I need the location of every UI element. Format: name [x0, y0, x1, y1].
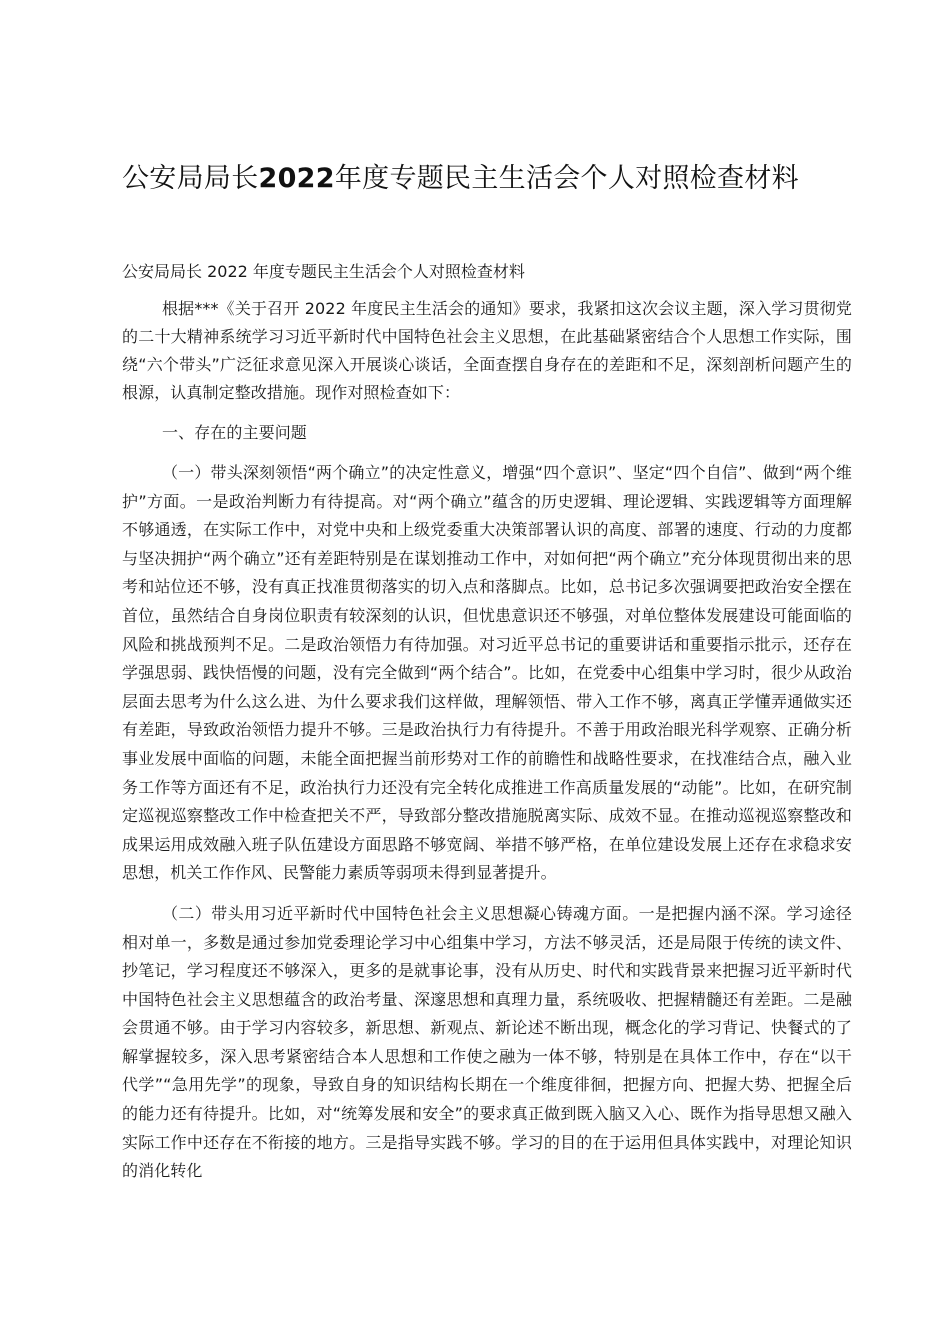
paragraph-item-2: （二）带头用习近平新时代中国特色社会主义思想凝心铸魂方面。一是把握内涵不深。学习途径相对单一，多数是通过参加党委理论学习中心组集中学习，方法不够灵活，还是局限于传统的读文件、抄笔记，学习程度还不够深入，更多的是就事论事，没有从历史、时代和实践背景来把握习近平新时代中国特色社会主义思想蕴含的政治考量、深邃思想和真理力量，系统吸收、把握精髓还有差距。二是融会贯通不够。由于学习内容较多，新思想、新观点、新论述不断出现，概念化的学习背记、快餐式的了解掌握较多，深入思考紧密结合本人思想和工作使之融为一体不够，特别是在具体工作中，存在“以干代学”“急用先学”的现象，导致自身的知识结构长期在一个维度徘徊，把握方向、把握大势、把握全后的能力还有待提升。比如，对“统筹发展和安全”的要求真正做到既入脑又入心、既作为指导思想又融入实际工作中还存在不衔接的地方。三是指导实践不够。学习的目的在于运用但具体实践中，对理论知识的消化转化 — [122, 903, 852, 1181]
document-body — [122, 295, 852, 1198]
title-year: 2022 — [258, 163, 335, 194]
title-prefix: 公安局局长 — [122, 163, 259, 194]
title-suffix: 年度专题民主生活会个人对照检查材料 — [334, 163, 799, 194]
document-subtitle: 公安局局长 2022 年度专题民主生活会个人对照检查材料 — [122, 262, 525, 281]
section-heading: 一、存在的主要问题 — [162, 423, 307, 442]
document-title — [122, 152, 832, 206]
paragraph-intro: 根据***《关于召开 2022 年度民主生活会的通知》要求，我紧扣这次会议主题，深入学习贯彻党的二十大精神系统学习习近平新时代中国特色社会主义思想，在此基础紧密结合个人思想工作实际，围绕“六个带头”广泛征求意见深入开展谈心谈话，全面查摆自身存在的差距和不足，深刻剖析问题产生的根源，认真制定整改措施。现作对照检查如下： — [122, 299, 852, 402]
title-block — [122, 152, 832, 206]
paragraph-item-1: （一）带头深刻领悟“两个确立”的决定性意义，增强“四个意识”、坚定“四个自信”、做到“两个维护”方面。一是政治判断力有待提高。对“两个确立”蕴含的历史逻辑、理论逻辑、实践逻辑等方面理解不够通透，在实际工作中，对党中央和上级党委重大决策部署认识的高度、部署的速度、行动的力度都与坚决拥护“两个确立”还有差距特别是在谋划推动工作中，对如何把“两个确立”充分体现贯彻出来的思考和站位还不够，没有真正找准贯彻落实的切入点和落脚点。比如，总书记多次强调要把政治安全摆在首位，虽然结合自身岗位职责有较深刻的认识，但忧患意识还不够强，对单位整体发展建设可能面临的风险和挑战预判不足。二是政治领悟力有待加强。对习近平总书记的重要讲话和重要指示批示，还存在学强思弱、践快悟慢的问题，没有完全做到“两个结合”。比如，在党委中心组集中学习时，很少从政治层面去思考为什么这么进、为什么要求我们这样做，理解领悟、带入工作不够，离真正学懂弄通做实还有差距，导致政治领悟力提升不够。三是政治执行力有待提升。不善于用政治眼光科学观察、正确分析事业发展中面临的问题，未能全面把握当前形势对工作的前瞻性和战略性要求，在找准结合点，融入业务工作等方面还有不足，政治执行力还没有完全转化成推进工作高质量发展的“动能”。比如，在研究制定巡视巡察整改工作中检查把关不严，导致部分整改措施脱离实际、成效不显。在推动巡视巡察整改和成果运用成效融入班子队伍建设方面思路不够宽阔、举措不够严格，在单位建设发展上还存在求稳求安思想，机关工作作风、民警能力素质等弱项未得到显著提升。 — [122, 463, 852, 883]
